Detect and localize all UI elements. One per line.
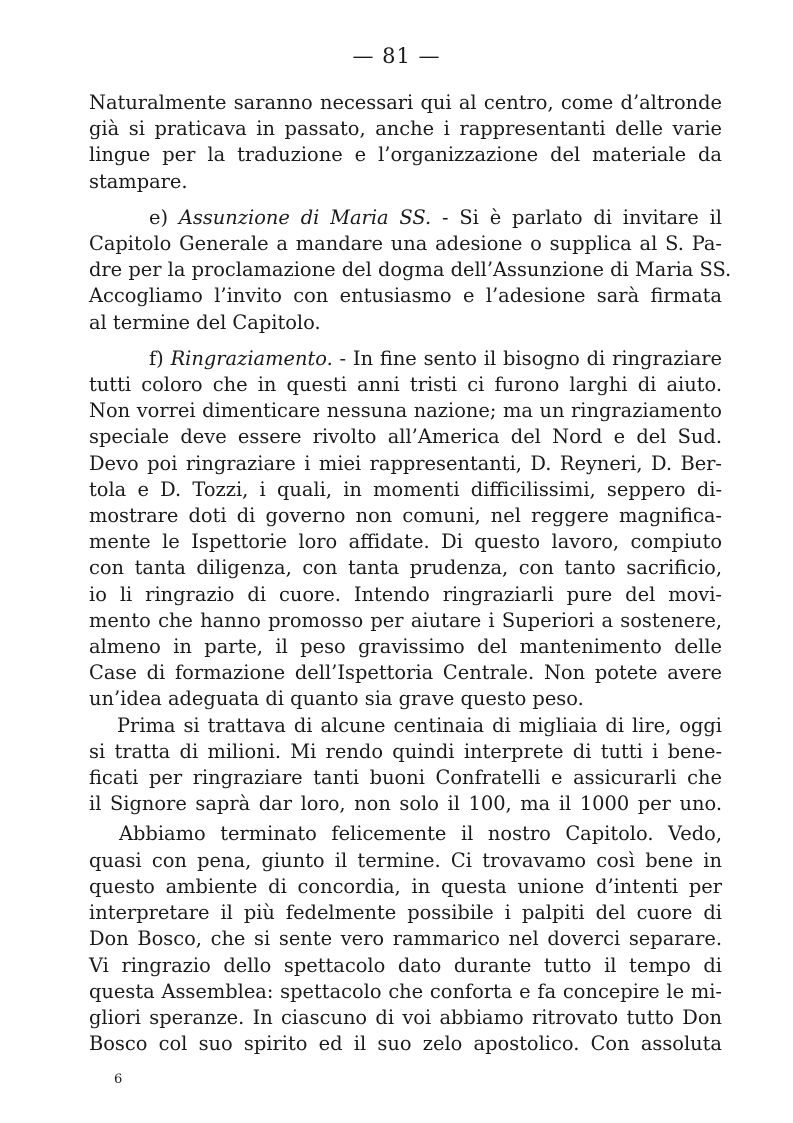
text-line: al termine del Capitolo. <box>89 310 321 334</box>
paragraph-assunzione <box>89 205 732 336</box>
text-line: il Signore saprà dar loro, non solo il 100, ma il 1000 per uno. <box>89 792 722 816</box>
text-fragment: - Si è parlato di invitare il <box>431 205 722 229</box>
paragraph-5 <box>89 821 722 1057</box>
body-text <box>89 90 732 1057</box>
text-line: un’idea adeguata di quanto sia grave questo peso. <box>89 687 584 711</box>
section-heading: Ringraziamento. <box>170 346 333 370</box>
text-line: tola e D. Tozzi, i quali, in momenti difficilissimi, seppero di- <box>89 477 722 501</box>
text-line: Abbiamo terminato felicemente il nostro Capitolo. Vedo, <box>119 822 722 846</box>
text-line: Non vorrei dimenticare nessuna nazione; ma un ringraziamento <box>89 399 722 423</box>
text-line: con tanta diligenza, con tanta prudenza, con tanto sacrificio, <box>89 556 722 580</box>
text-line: mostrare doti di governo non comuni, nel reggere magnifica- <box>89 504 722 528</box>
text-line: speciale deve essere rivolto all’America del Nord e del Sud. <box>89 425 722 449</box>
text-line: Devo poi ringraziare i miei rappresentanti, D. Reyneri, D. Ber- <box>89 451 722 475</box>
section-prefix: e) <box>149 205 169 229</box>
text-line: questo ambiente di concordia, in questa unione d’intenti per <box>89 874 722 898</box>
text-line: Prima si trattava di alcune centinaia di migliaia di lire, oggi <box>117 713 722 737</box>
text-line: si tratta di milioni. Mi rendo quindi interprete di tutti i bene- <box>89 739 722 763</box>
section-heading: Assunzione di Maria SS. <box>178 205 432 229</box>
text-line: mente le Ispettorie loro affidate. Di questo lavoro, compiuto <box>89 530 722 554</box>
section-prefix: f) <box>149 346 164 370</box>
text-line: stampare. <box>89 169 188 193</box>
paragraph-4 <box>89 713 722 818</box>
text-line: interpretare il più fedelmente possibile i palpiti del cuore di <box>89 901 722 925</box>
text-line: mento che hanno promosso per aiutare i Superiori a sostenere, <box>89 608 722 632</box>
page-number: — 81 — <box>352 44 441 68</box>
text-line: Bosco col suo spirito ed il suo zelo apostolico. Con assoluta <box>89 1032 722 1056</box>
text-line: questa Assemblea: spettacolo che conforta e fa concepire le mi- <box>89 979 722 1003</box>
text-line <box>89 346 722 372</box>
text-line: già si praticava in passato, anche i rappresentanti delle varie <box>89 117 722 141</box>
text-line: ficati per ringraziare tanti buoni Confratelli e assicurarli che <box>89 766 722 790</box>
text-line: Vi ringrazio dello spettacolo dato durante tutto il tempo di <box>89 953 722 977</box>
signature-mark: 6 <box>114 1072 123 1087</box>
text-line: Case di formazione dell’Ispettoria Centrale. Non potete avere <box>89 661 722 685</box>
text-line: almeno in parte, il peso gravissimo del mantenimento delle <box>89 635 722 659</box>
text-line <box>89 205 722 231</box>
text-line: quasi con pena, giunto il termine. Ci trovavamo così bene in <box>89 848 722 872</box>
paragraph-1 <box>89 90 722 195</box>
text-line: tutti coloro che in questi anni tristi ci furono larghi di aiuto. <box>89 373 722 397</box>
text-line: io li ringrazio di cuore. Intendo ringraziarli pure del movi- <box>89 582 722 606</box>
text-line: Capitolo Generale a mandare una adesione o supplica al S. Pa- <box>89 232 722 256</box>
text-line: gliori speranze. In ciascuno di voi abbiamo ritrovato tutto Don <box>89 1005 722 1029</box>
text-fragment: - In fine sento il bisogno di ringraziare <box>332 346 723 370</box>
text-line: Don Bosco, che si sente vero rammarico nel doverci separare. <box>89 927 722 951</box>
text-line: Naturalmente saranno necessari qui al centro, come d’altronde <box>89 91 722 114</box>
text-line: dre per la proclamazione del dogma dell’Assunzione di Maria SS. <box>89 258 732 282</box>
text-line: Accogliamo l’invito con entusiasmo e l’adesione sarà firmata <box>89 284 722 308</box>
paragraph-ringraziamento <box>89 346 722 713</box>
text-line: lingue per la traduzione e l’organizzazione del materiale da <box>89 143 722 167</box>
